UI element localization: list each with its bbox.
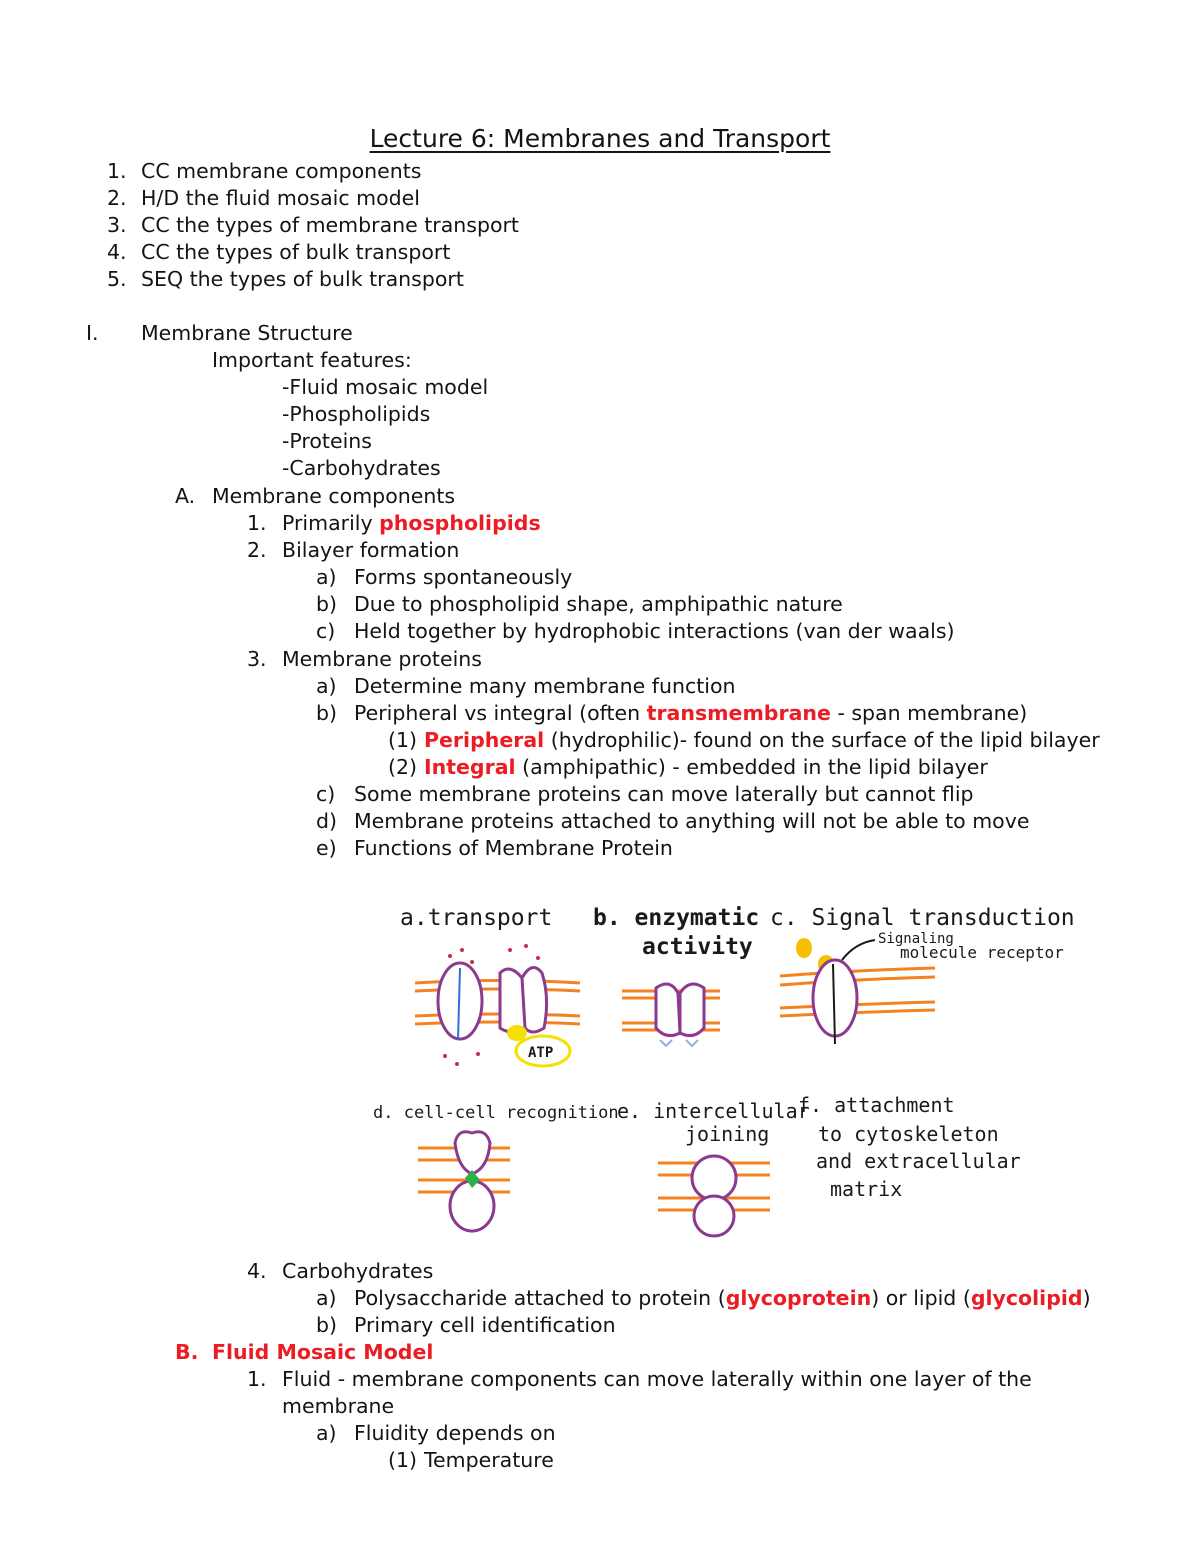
item-text: Primarily (282, 511, 380, 535)
sub-text: Membrane proteins attached to anything will not be able to move (354, 809, 1030, 833)
objective-text: CC the types of membrane transport (141, 213, 519, 237)
item-text: Carbohydrates (282, 1259, 434, 1283)
text-run: ) (1082, 1286, 1091, 1310)
figure-label-d: d. cell-cell recognition (373, 1103, 619, 1123)
figure-label-f-3: and extracellular (816, 1149, 1021, 1173)
sub-text: Fluidity depends on (354, 1421, 556, 1445)
item-text: Bilayer formation (282, 538, 460, 562)
sub-letter: a) (316, 565, 337, 589)
text-run: (hydrophilic)- found on the surface of the lipid bilayer (544, 728, 1100, 752)
sub-letter: a) (316, 1421, 337, 1445)
feature-item: -Carbohydrates (282, 456, 441, 480)
objective-number: 5. (107, 267, 127, 291)
item-number: 1. (247, 511, 267, 535)
objective-number: 1. (107, 159, 127, 183)
text-run: Peripheral vs integral (often (354, 701, 647, 725)
section-number: I. (86, 321, 99, 345)
key-term: phospholipids (379, 511, 541, 535)
sub-text: Due to phospholipid shape, amphipathic nature (354, 592, 843, 616)
figure-label-c: c. Signal transduction (770, 905, 1075, 931)
subsub-number: (1) (388, 1448, 418, 1472)
part-letter: B. (175, 1340, 199, 1364)
key-term: transmembrane (646, 701, 831, 725)
sub-letter: b) (316, 592, 338, 616)
feature-item: -Fluid mosaic model (282, 375, 489, 399)
page-title: Lecture 6: Membranes and Transport (369, 124, 831, 153)
subsub-number: (2) (388, 755, 418, 779)
objective-number: 4. (107, 240, 127, 264)
list-item (282, 510, 541, 536)
objective-number: 2. (107, 186, 127, 210)
figure-label-f-4: matrix (830, 1177, 903, 1201)
sub-letter: b) (316, 1313, 338, 1337)
figure-label-f: f. attachment (798, 1093, 955, 1117)
carrier-protein-right (522, 968, 547, 1032)
item-number: 4. (247, 1259, 267, 1283)
figure-label-e-cont: joining (685, 1122, 770, 1146)
sub-text: Forms spontaneously (354, 565, 573, 589)
sub-letter: e) (316, 836, 337, 860)
sub-text: Functions of Membrane Protein (354, 836, 673, 860)
feature-item: -Phospholipids (282, 402, 431, 426)
atp-molecule (507, 1025, 527, 1041)
sub-letter: a) (316, 1286, 337, 1310)
objective-text: H/D the fluid mosaic model (141, 186, 420, 210)
text-run: ) or lipid ( (871, 1286, 971, 1310)
sub-letter: a) (316, 674, 337, 698)
text-run: - span membrane) (830, 701, 1028, 725)
item-number: 2. (247, 538, 267, 562)
section-heading: Membrane Structure (141, 321, 353, 345)
item-number: 3. (247, 647, 267, 671)
figure-label-e: e. intercellular (617, 1099, 810, 1123)
sub-text: Primary cell identification (354, 1313, 616, 1337)
signal-molecule (796, 938, 812, 958)
enzyme-protein-right (680, 984, 704, 1036)
figure-label-f-2: to cytoskeleton (818, 1122, 999, 1146)
subsub-text: Temperature (424, 1448, 554, 1472)
pointer-arrow (842, 940, 875, 960)
membrane-protein-functions-figure (360, 888, 1080, 1248)
sub-text (354, 700, 1027, 726)
joining-protein-bottom (694, 1196, 734, 1236)
cell-protein-top (455, 1132, 490, 1174)
objective-text: CC membrane components (141, 159, 422, 183)
sub-text: Held together by hydrophobic interactions (van der waals) (354, 619, 955, 643)
sub-text: Determine many membrane function (354, 674, 736, 698)
key-term: Integral (424, 755, 516, 779)
feature-item: -Proteins (282, 429, 372, 453)
enzyme-protein-left (656, 984, 680, 1036)
sub-letter: c) (316, 782, 336, 806)
subsub-text (424, 754, 988, 780)
text-run: (amphipathic) - embedded in the lipid bilayer (515, 755, 988, 779)
figure-label-b: b. enzymatic (593, 905, 760, 931)
atp-label: ATP (528, 1045, 554, 1061)
key-term: glycolipid (970, 1286, 1083, 1310)
item-text-cont: membrane (282, 1394, 395, 1418)
part-heading: Fluid Mosaic Model (212, 1340, 434, 1364)
key-term: Peripheral (424, 728, 545, 752)
signaling-label: Signaling (878, 931, 954, 947)
sub-letter: d) (316, 809, 338, 833)
objective-number: 3. (107, 213, 127, 237)
item-text: Fluid - membrane components can move laterally within one layer of the (282, 1367, 1032, 1391)
receptor-label: molecule receptor (900, 943, 1064, 962)
joining-protein-top (692, 1156, 736, 1200)
sub-text: Some membrane proteins can move laterally but cannot flip (354, 782, 974, 806)
key-term: glycoprotein (725, 1286, 872, 1310)
figure-label-a: a.transport (400, 905, 553, 931)
substrate-arrows (660, 1040, 698, 1046)
subsub-text (424, 727, 1100, 753)
sub-letter: b) (316, 701, 338, 725)
sub-text (354, 1285, 1091, 1311)
cell-protein-bottom (450, 1181, 494, 1231)
part-letter: A. (175, 484, 196, 508)
sub-letter: c) (316, 619, 336, 643)
figure-label-b-cont: activity (642, 934, 753, 960)
objective-text: SEQ the types of bulk transport (141, 267, 464, 291)
item-number: 1. (247, 1367, 267, 1391)
text-run: Polysaccharide attached to protein ( (354, 1286, 726, 1310)
subsub-number: (1) (388, 728, 418, 752)
item-text: Membrane proteins (282, 647, 482, 671)
features-label: Important features: (212, 348, 412, 372)
part-heading: Membrane components (212, 484, 456, 508)
objective-text: CC the types of bulk transport (141, 240, 451, 264)
